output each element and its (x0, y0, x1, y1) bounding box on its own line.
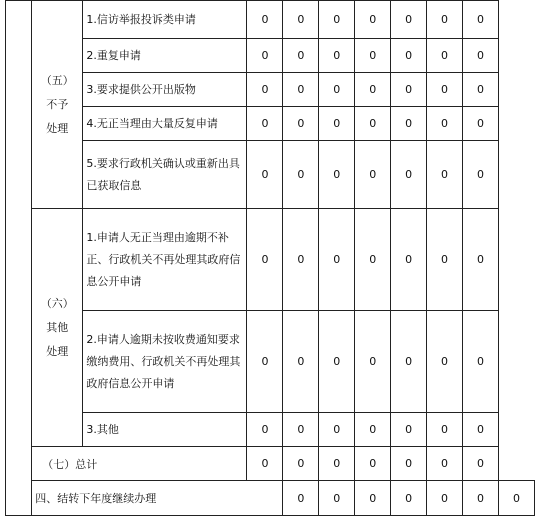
group-label-line: 不予 (46, 97, 69, 111)
value-cell: 0 (391, 1, 427, 39)
value-cell: 0 (355, 1, 391, 39)
value-cell: 0 (391, 73, 427, 107)
value-cell: 0 (355, 209, 391, 311)
value-cell: 0 (427, 141, 463, 209)
row-label: 2.重复申请 (83, 39, 247, 73)
value-cell: 0 (283, 209, 319, 311)
total-value-cell: 0 (391, 447, 427, 481)
row-label: 1.信访举报投诉类申请 (83, 1, 247, 39)
row-label: 1.申请人无正当理由逾期不补正、行政机关不再处理其政府信息公开申请 (83, 209, 247, 311)
value-cell: 0 (391, 141, 427, 209)
value-cell: 0 (463, 413, 499, 447)
value-cell: 0 (463, 39, 499, 73)
value-cell: 0 (319, 107, 355, 141)
row-label: 2.申请人逾期未按收费通知要求缴纳费用、行政机关不再处理其政府信息公开申请 (83, 311, 247, 413)
value-cell: 0 (355, 413, 391, 447)
value-cell: 0 (391, 39, 427, 73)
table-row (6, 39, 535, 73)
value-cell: 0 (283, 413, 319, 447)
value-cell: 0 (427, 209, 463, 311)
table-row (6, 73, 535, 107)
value-cell: 0 (463, 311, 499, 413)
value-cell: 0 (283, 311, 319, 413)
value-cell: 0 (463, 1, 499, 39)
group-label-refuse (32, 1, 83, 209)
value-cell: 0 (319, 73, 355, 107)
value-cell: 0 (247, 209, 283, 311)
value-cell: 0 (247, 73, 283, 107)
table-row (6, 413, 535, 447)
total-value-cell: 0 (319, 447, 355, 481)
value-cell: 0 (283, 1, 319, 39)
carry-value-cell: 0 (283, 481, 319, 516)
value-cell: 0 (283, 141, 319, 209)
value-cell: 0 (391, 311, 427, 413)
total-value-cell: 0 (427, 447, 463, 481)
value-cell: 0 (463, 141, 499, 209)
table-row (6, 447, 535, 481)
value-cell: 0 (427, 1, 463, 39)
value-cell: 0 (319, 209, 355, 311)
table-row (6, 141, 535, 209)
table-row (6, 311, 535, 413)
total-value-cell: 0 (355, 447, 391, 481)
value-cell: 0 (427, 73, 463, 107)
value-cell: 0 (247, 311, 283, 413)
group-label-line: 其他 (46, 320, 69, 334)
value-cell: 0 (247, 413, 283, 447)
value-cell: 0 (319, 1, 355, 39)
group-label-line: 处理 (46, 344, 69, 358)
total-value-cell: 0 (283, 447, 319, 481)
row-label: 4.无正当理由大量反复申请 (83, 107, 247, 141)
carry-over-label: 四、结转下年度继续办理 (32, 481, 283, 516)
group-label-line: 处理 (46, 121, 69, 135)
value-cell: 0 (355, 107, 391, 141)
value-cell: 0 (319, 141, 355, 209)
row-label: 3.其他 (83, 413, 247, 447)
statistics-table (5, 0, 535, 516)
value-cell: 0 (247, 141, 283, 209)
group-label-other (32, 209, 83, 447)
carry-value-cell: 0 (463, 481, 499, 516)
value-cell: 0 (355, 311, 391, 413)
total-label: （七）总计 (32, 447, 247, 481)
value-cell: 0 (391, 209, 427, 311)
value-cell: 0 (391, 107, 427, 141)
value-cell: 0 (463, 73, 499, 107)
value-cell: 0 (355, 39, 391, 73)
carry-value-cell: 0 (427, 481, 463, 516)
value-cell: 0 (247, 1, 283, 39)
value-cell: 0 (355, 141, 391, 209)
value-cell: 0 (391, 413, 427, 447)
value-cell: 0 (427, 39, 463, 73)
value-cell: 0 (247, 107, 283, 141)
carry-value-cell: 0 (498, 481, 534, 516)
value-cell: 0 (319, 39, 355, 73)
group-label-line: （六） (40, 296, 74, 310)
carry-value-cell: 0 (319, 481, 355, 516)
value-cell: 0 (283, 73, 319, 107)
value-cell: 0 (247, 39, 283, 73)
carry-value-cell: 0 (391, 481, 427, 516)
carry-value-cell: 0 (355, 481, 391, 516)
total-value-cell: 0 (463, 447, 499, 481)
value-cell: 0 (283, 39, 319, 73)
table-row (6, 1, 535, 39)
row-label: 5.要求行政机关确认或重新出具已获取信息 (83, 141, 247, 209)
total-value-cell: 0 (247, 447, 283, 481)
value-cell: 0 (463, 209, 499, 311)
value-cell: 0 (355, 73, 391, 107)
row-label: 3.要求提供公开出版物 (83, 73, 247, 107)
section-indent-cell (6, 1, 32, 516)
group-label-line: （五） (40, 73, 74, 87)
value-cell: 0 (463, 107, 499, 141)
value-cell: 0 (427, 107, 463, 141)
value-cell: 0 (427, 311, 463, 413)
value-cell: 0 (319, 413, 355, 447)
value-cell: 0 (283, 107, 319, 141)
value-cell: 0 (319, 311, 355, 413)
table-row (6, 107, 535, 141)
value-cell: 0 (427, 413, 463, 447)
table-row (6, 209, 535, 311)
table-row (6, 481, 535, 516)
